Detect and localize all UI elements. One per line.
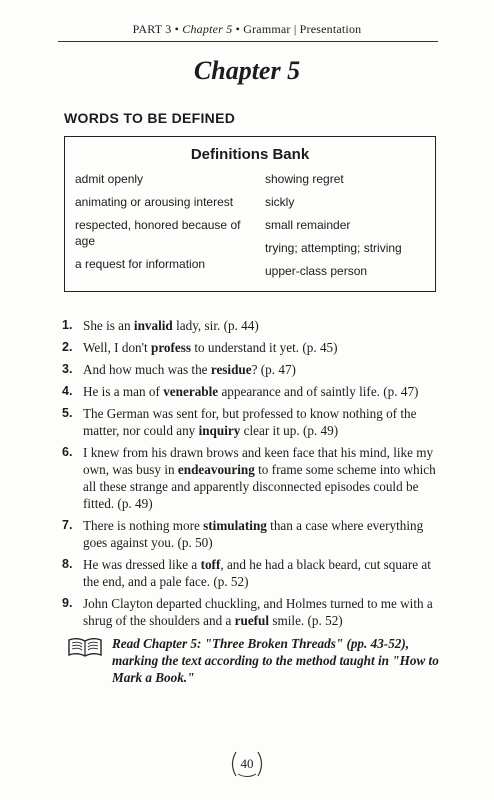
running-head-bullet: • xyxy=(174,22,180,36)
page-number: 40 xyxy=(240,756,254,771)
definitions-bank-title: Definitions Bank xyxy=(190,146,310,163)
vocabulary-word: venerable xyxy=(163,384,219,399)
definitions-left-column xyxy=(75,171,257,279)
question-item xyxy=(62,517,442,551)
question-text-before: The German was sent for, but professed to know nothing of the matter, nor could any xyxy=(83,406,417,438)
vocabulary-word: inquiry xyxy=(198,423,241,438)
question-number: 4. xyxy=(62,384,73,398)
vocabulary-word: residue xyxy=(210,362,252,377)
definition-item: animating or arousing interest xyxy=(75,195,234,209)
question-text-before: Well, I don't xyxy=(83,340,151,355)
definition-item: small remainder xyxy=(265,218,351,232)
definitions-bank xyxy=(64,136,436,292)
definition-item: a request for information xyxy=(75,257,206,271)
running-head-bullet-2: • xyxy=(235,22,241,36)
question-text-before: He is a man of xyxy=(83,384,164,399)
question-text-before: She is an xyxy=(83,318,134,333)
question-number: 8. xyxy=(62,557,73,571)
running-head-bar: | xyxy=(293,22,297,36)
question-text xyxy=(83,361,442,378)
definition-item: showing regret xyxy=(265,172,344,186)
question-item xyxy=(62,405,442,439)
question-number: 5. xyxy=(62,406,73,420)
question-text xyxy=(83,595,442,629)
question-text-after: ? (p. 47) xyxy=(251,362,296,377)
running-head xyxy=(0,22,494,37)
question-number: 7. xyxy=(62,518,73,532)
question-text-after: clear it up. (p. 49) xyxy=(240,423,339,438)
question-text-after: to understand it yet. (p. 45) xyxy=(191,340,338,355)
question-number: 9. xyxy=(62,596,73,610)
question-item xyxy=(62,383,442,400)
question-text xyxy=(83,405,442,439)
question-list xyxy=(62,317,442,634)
definition-item: sickly xyxy=(265,195,295,209)
vocabulary-word: stimulating xyxy=(203,518,267,533)
reading-assignment: Read Chapter 5: "Three Broken Threads" (pp. 43-52), marking the text according to the method taught in "How to Mark a Book." xyxy=(112,636,439,685)
question-number: 6. xyxy=(62,445,73,459)
question-text-after: smile. (p. 52) xyxy=(269,613,343,628)
definition-item: trying; attempting; striving xyxy=(265,241,402,255)
question-text-after: , and he had a black beard, cut square at the end, and a pale face. (p. 52) xyxy=(83,557,431,589)
vocabulary-word: toff xyxy=(200,557,221,572)
question-text-after: to frame some scheme into which all these strange and apparently disconnected episodes could be fitted. (p. 49) xyxy=(83,462,436,511)
question-text xyxy=(83,517,442,551)
question-text xyxy=(83,339,442,356)
vocabulary-word: rueful xyxy=(234,613,270,628)
question-text-after: appearance and of saintly life. (p. 47) xyxy=(218,384,419,399)
running-head-subsection: Presentation xyxy=(299,22,362,36)
question-number: 2. xyxy=(62,340,73,354)
section-title: WORDS TO BE DEFINED xyxy=(64,110,236,126)
question-item xyxy=(62,444,442,512)
question-text xyxy=(83,444,442,512)
definitions-right-column xyxy=(265,171,430,286)
question-text xyxy=(83,317,442,334)
vocabulary-word: invalid xyxy=(133,318,173,333)
definition-item: admit openly xyxy=(75,172,144,186)
running-head-part: PART 3 xyxy=(132,22,172,36)
question-text-before: And how much was the xyxy=(83,362,211,377)
chapter-title: Chapter 5 xyxy=(193,56,301,85)
open-book-icon xyxy=(67,636,103,658)
question-text-before: There is nothing more xyxy=(83,518,204,533)
question-number: 3. xyxy=(62,362,73,376)
question-text xyxy=(83,556,442,590)
running-head-section: Grammar xyxy=(243,22,291,36)
question-text-before: He was dressed like a xyxy=(83,557,201,572)
question-item xyxy=(62,361,442,378)
definition-item: respected, honored because of age xyxy=(75,218,241,248)
question-text-after: than a case where everything goes against you. (p. 50) xyxy=(83,518,424,550)
question-text-before: John Clayton departed chuckling, and Holmes turned to me with a shrug of the shoulders and a xyxy=(83,596,433,628)
question-text-before: I knew from his drawn brows and keen face that his mind, like my own, was busy in xyxy=(83,445,434,477)
question-text xyxy=(83,383,442,400)
question-item xyxy=(62,317,442,334)
question-number: 1. xyxy=(62,318,73,332)
question-item xyxy=(62,339,442,356)
running-head-chapter: Chapter 5 xyxy=(182,22,233,36)
definition-item: upper-class person xyxy=(265,264,368,278)
vocabulary-word: profess xyxy=(150,340,192,355)
vocabulary-word: endeavouring xyxy=(177,462,255,477)
header-rule xyxy=(58,41,438,42)
question-text-after: lady, sir. (p. 44) xyxy=(172,318,259,333)
question-item xyxy=(62,556,442,590)
question-item xyxy=(62,595,442,629)
